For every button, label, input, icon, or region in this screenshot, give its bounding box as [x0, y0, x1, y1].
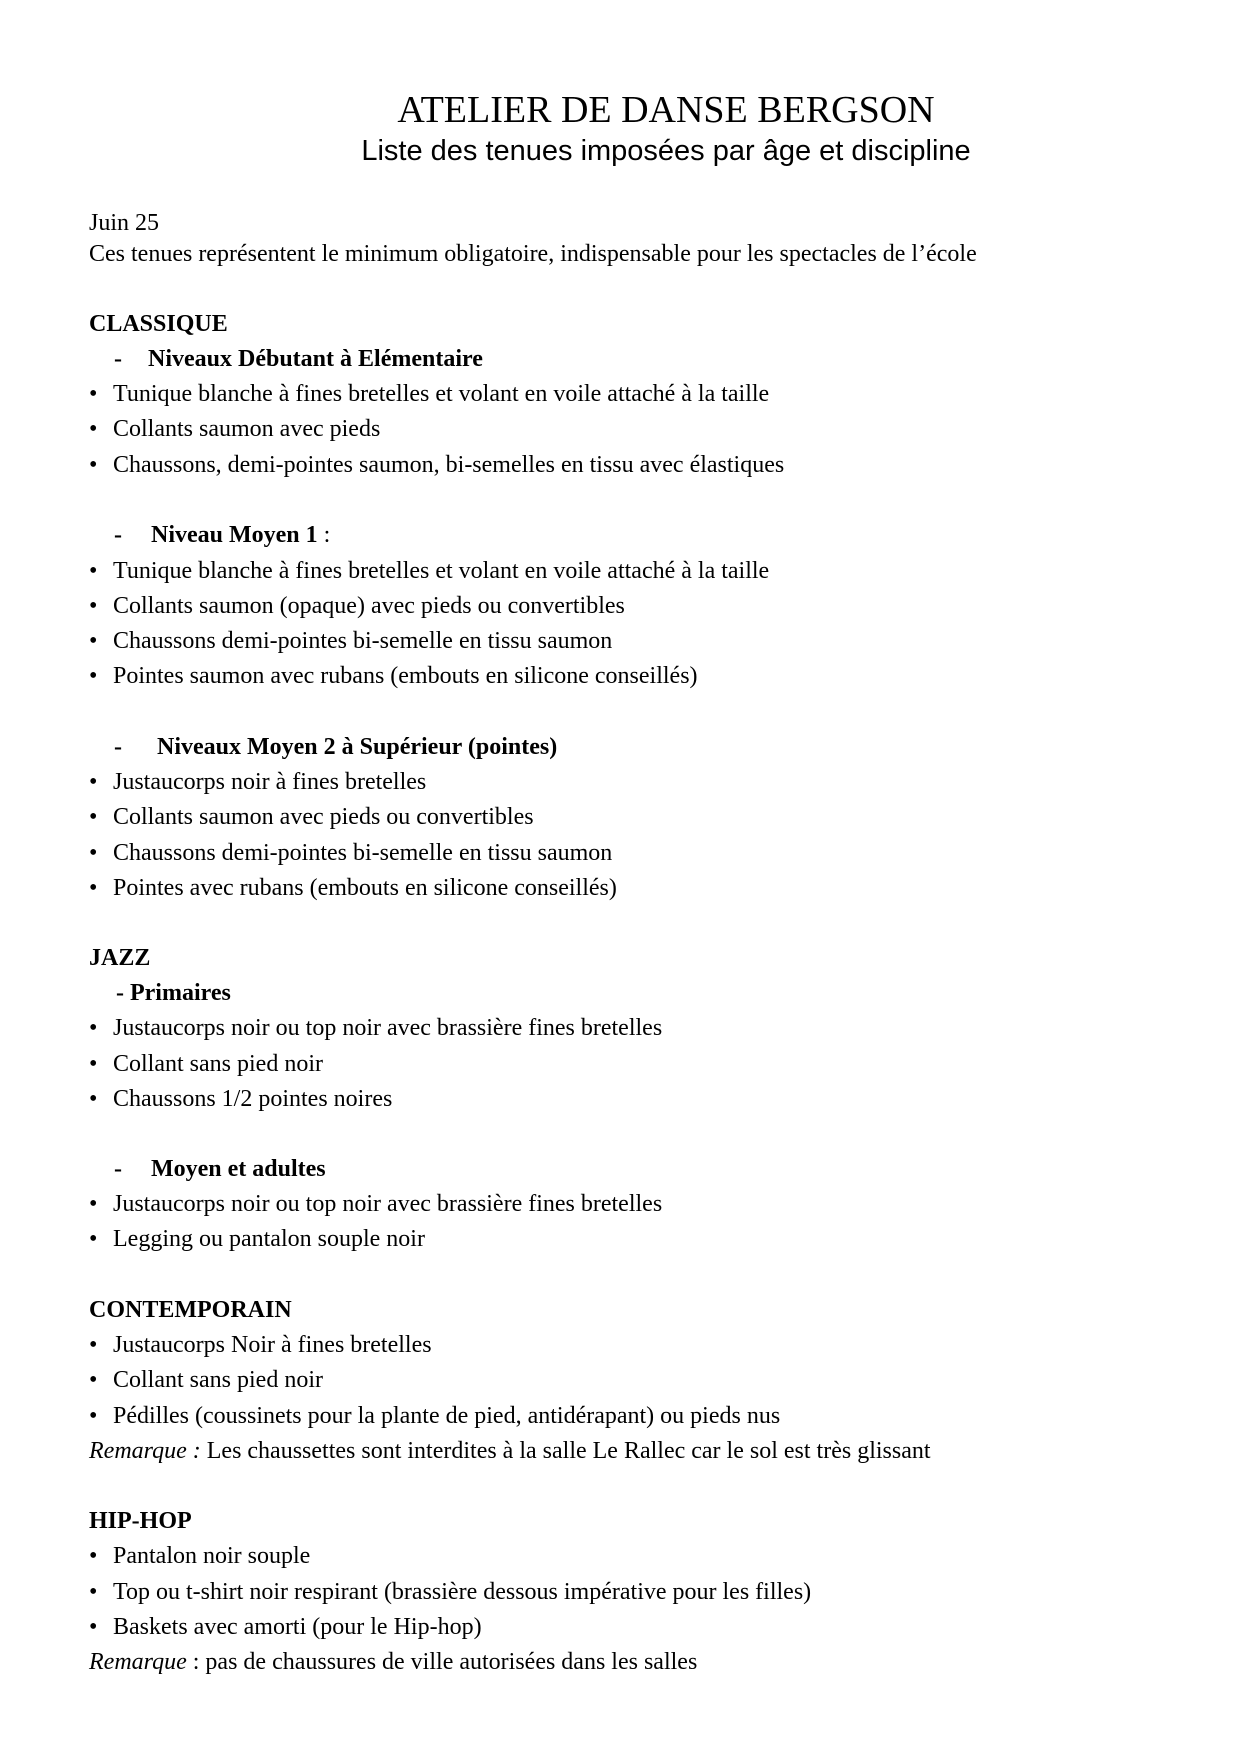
dash-marker: -	[114, 734, 122, 760]
list-item	[89, 379, 769, 409]
bullet-marker: •	[89, 769, 98, 795]
list-item-text: Chaussons 1/2 pointes noires	[113, 1086, 393, 1112]
dash-marker: -	[114, 522, 122, 548]
intro-text: Ces tenues représentent le minimum obligatoire, indispensable pour les spectacles de l’école	[89, 241, 977, 267]
bullet-marker: •	[89, 1086, 98, 1112]
subsection-heading	[114, 1154, 326, 1184]
document-subtitle: Liste des tenues imposées par âge et discipline	[361, 135, 971, 167]
bullet-marker: •	[89, 416, 98, 442]
list-item-text: Chaussons demi-pointes bi-semelle en tissu saumon	[113, 628, 613, 654]
bullet-marker: •	[89, 1226, 98, 1252]
list-item-text: Collant sans pied noir	[113, 1051, 323, 1077]
list-item	[89, 1189, 662, 1219]
remark-label: Remarque	[89, 1649, 187, 1675]
bullet-marker: •	[89, 1403, 98, 1429]
bullet-marker: •	[89, 593, 98, 619]
list-item	[89, 767, 426, 797]
list-item-text: Tunique blanche à fines bretelles et volant en voile attaché à la taille	[113, 558, 770, 584]
list-item	[89, 1365, 323, 1395]
section-heading-contemporain: CONTEMPORAIN	[89, 1297, 292, 1323]
subsection-label: Niveau Moyen 1	[151, 522, 318, 548]
bullet-marker: •	[89, 1579, 98, 1605]
list-item-text: Collants saumon (opaque) avec pieds ou convertibles	[113, 593, 625, 619]
section-heading-classique: CLASSIQUE	[89, 311, 228, 337]
bullet-marker: •	[89, 1191, 98, 1217]
remark	[89, 1647, 697, 1677]
list-item-text: Baskets avec amorti (pour le Hip-hop)	[113, 1614, 482, 1640]
list-item	[89, 1541, 310, 1571]
list-item-text: Top ou t-shirt noir respirant (brassière dessous impérative pour les filles)	[113, 1579, 812, 1605]
bullet-marker: •	[89, 804, 98, 830]
list-item	[89, 1084, 392, 1114]
bullet-marker: •	[89, 558, 98, 584]
subsection-label: Niveaux Moyen 2 à Supérieur (pointes)	[157, 734, 558, 760]
bullet-marker: •	[89, 875, 98, 901]
subsection-label: Niveaux Débutant à Elémentaire	[148, 346, 483, 372]
bullet-marker: •	[89, 1367, 98, 1393]
list-item	[89, 1330, 432, 1360]
subsection-heading	[114, 732, 557, 762]
remark-label: Remarque :	[89, 1438, 201, 1464]
subsection-suffix: :	[317, 522, 331, 548]
bullet-marker: •	[89, 1051, 98, 1077]
list-item-text: Pédilles (coussinets pour la plante de pied, antidérapant) ou pieds nus	[113, 1403, 781, 1429]
list-item	[89, 1401, 780, 1431]
bullet-marker: •	[89, 840, 98, 866]
list-item-text: Tunique blanche à fines bretelles et volant en voile attaché à la taille	[113, 381, 770, 407]
list-item-text: Justaucorps noir ou top noir avec brassière fines bretelles	[113, 1191, 663, 1217]
list-item-text: Justaucorps Noir à fines bretelles	[113, 1332, 432, 1358]
list-item-text: Justaucorps noir ou top noir avec brassière fines bretelles	[113, 1015, 663, 1041]
list-item-text: Collant sans pied noir	[113, 1367, 323, 1393]
list-item-text: Chaussons, demi-pointes saumon, bi-semelles en tissu avec élastiques	[113, 452, 785, 478]
list-item	[89, 414, 380, 444]
bullet-marker: •	[89, 663, 98, 689]
list-item	[89, 838, 612, 868]
list-item	[89, 661, 698, 691]
list-item-text: Legging ou pantalon souple noir	[113, 1226, 425, 1252]
bullet-marker: •	[89, 381, 98, 407]
list-item	[89, 1013, 662, 1043]
list-item-text: Justaucorps noir à fines bretelles	[113, 769, 427, 795]
bullet-marker: •	[89, 452, 98, 478]
document-date: Juin 25	[89, 210, 160, 236]
subsection-label: - Primaires	[116, 980, 231, 1006]
remark-text: Les chaussettes sont interdites à la salle Le Rallec car le sol est très glissant	[200, 1438, 931, 1464]
section-heading-jazz: JAZZ	[89, 945, 151, 971]
list-item-text: Pointes saumon avec rubans (embouts en silicone conseillés)	[113, 663, 698, 689]
bullet-marker: •	[89, 1614, 98, 1640]
subsection-heading	[114, 344, 483, 374]
dash-marker: -	[114, 346, 122, 372]
list-item	[89, 626, 612, 656]
list-item-text: Collants saumon avec pieds ou convertibles	[113, 804, 534, 830]
list-item	[89, 1224, 425, 1254]
list-item	[89, 556, 769, 586]
dash-marker: -	[114, 1156, 122, 1182]
subsection-heading	[114, 520, 330, 550]
bullet-marker: •	[89, 628, 98, 654]
list-item	[89, 1577, 811, 1607]
document-title: ATELIER DE DANSE BERGSON	[397, 89, 935, 131]
bullet-marker: •	[89, 1332, 98, 1358]
list-item	[89, 802, 534, 832]
list-item	[89, 591, 625, 621]
remark-text: : pas de chaussures de ville autorisées dans les salles	[186, 1649, 698, 1675]
list-item-text: Pantalon noir souple	[113, 1543, 311, 1569]
bullet-marker: •	[89, 1015, 98, 1041]
list-item	[89, 450, 784, 480]
list-item	[89, 873, 617, 903]
list-item-text: Chaussons demi-pointes bi-semelle en tissu saumon	[113, 840, 613, 866]
list-item	[89, 1612, 482, 1642]
section-heading-hiphop: HIP-HOP	[89, 1508, 192, 1534]
list-item-text: Pointes avec rubans (embouts en silicone conseillés)	[113, 875, 617, 901]
list-item	[89, 1049, 323, 1079]
list-item-text: Collants saumon avec pieds	[113, 416, 381, 442]
remark	[89, 1436, 931, 1466]
subsection-label: Moyen et adultes	[151, 1156, 326, 1182]
bullet-marker: •	[89, 1543, 98, 1569]
